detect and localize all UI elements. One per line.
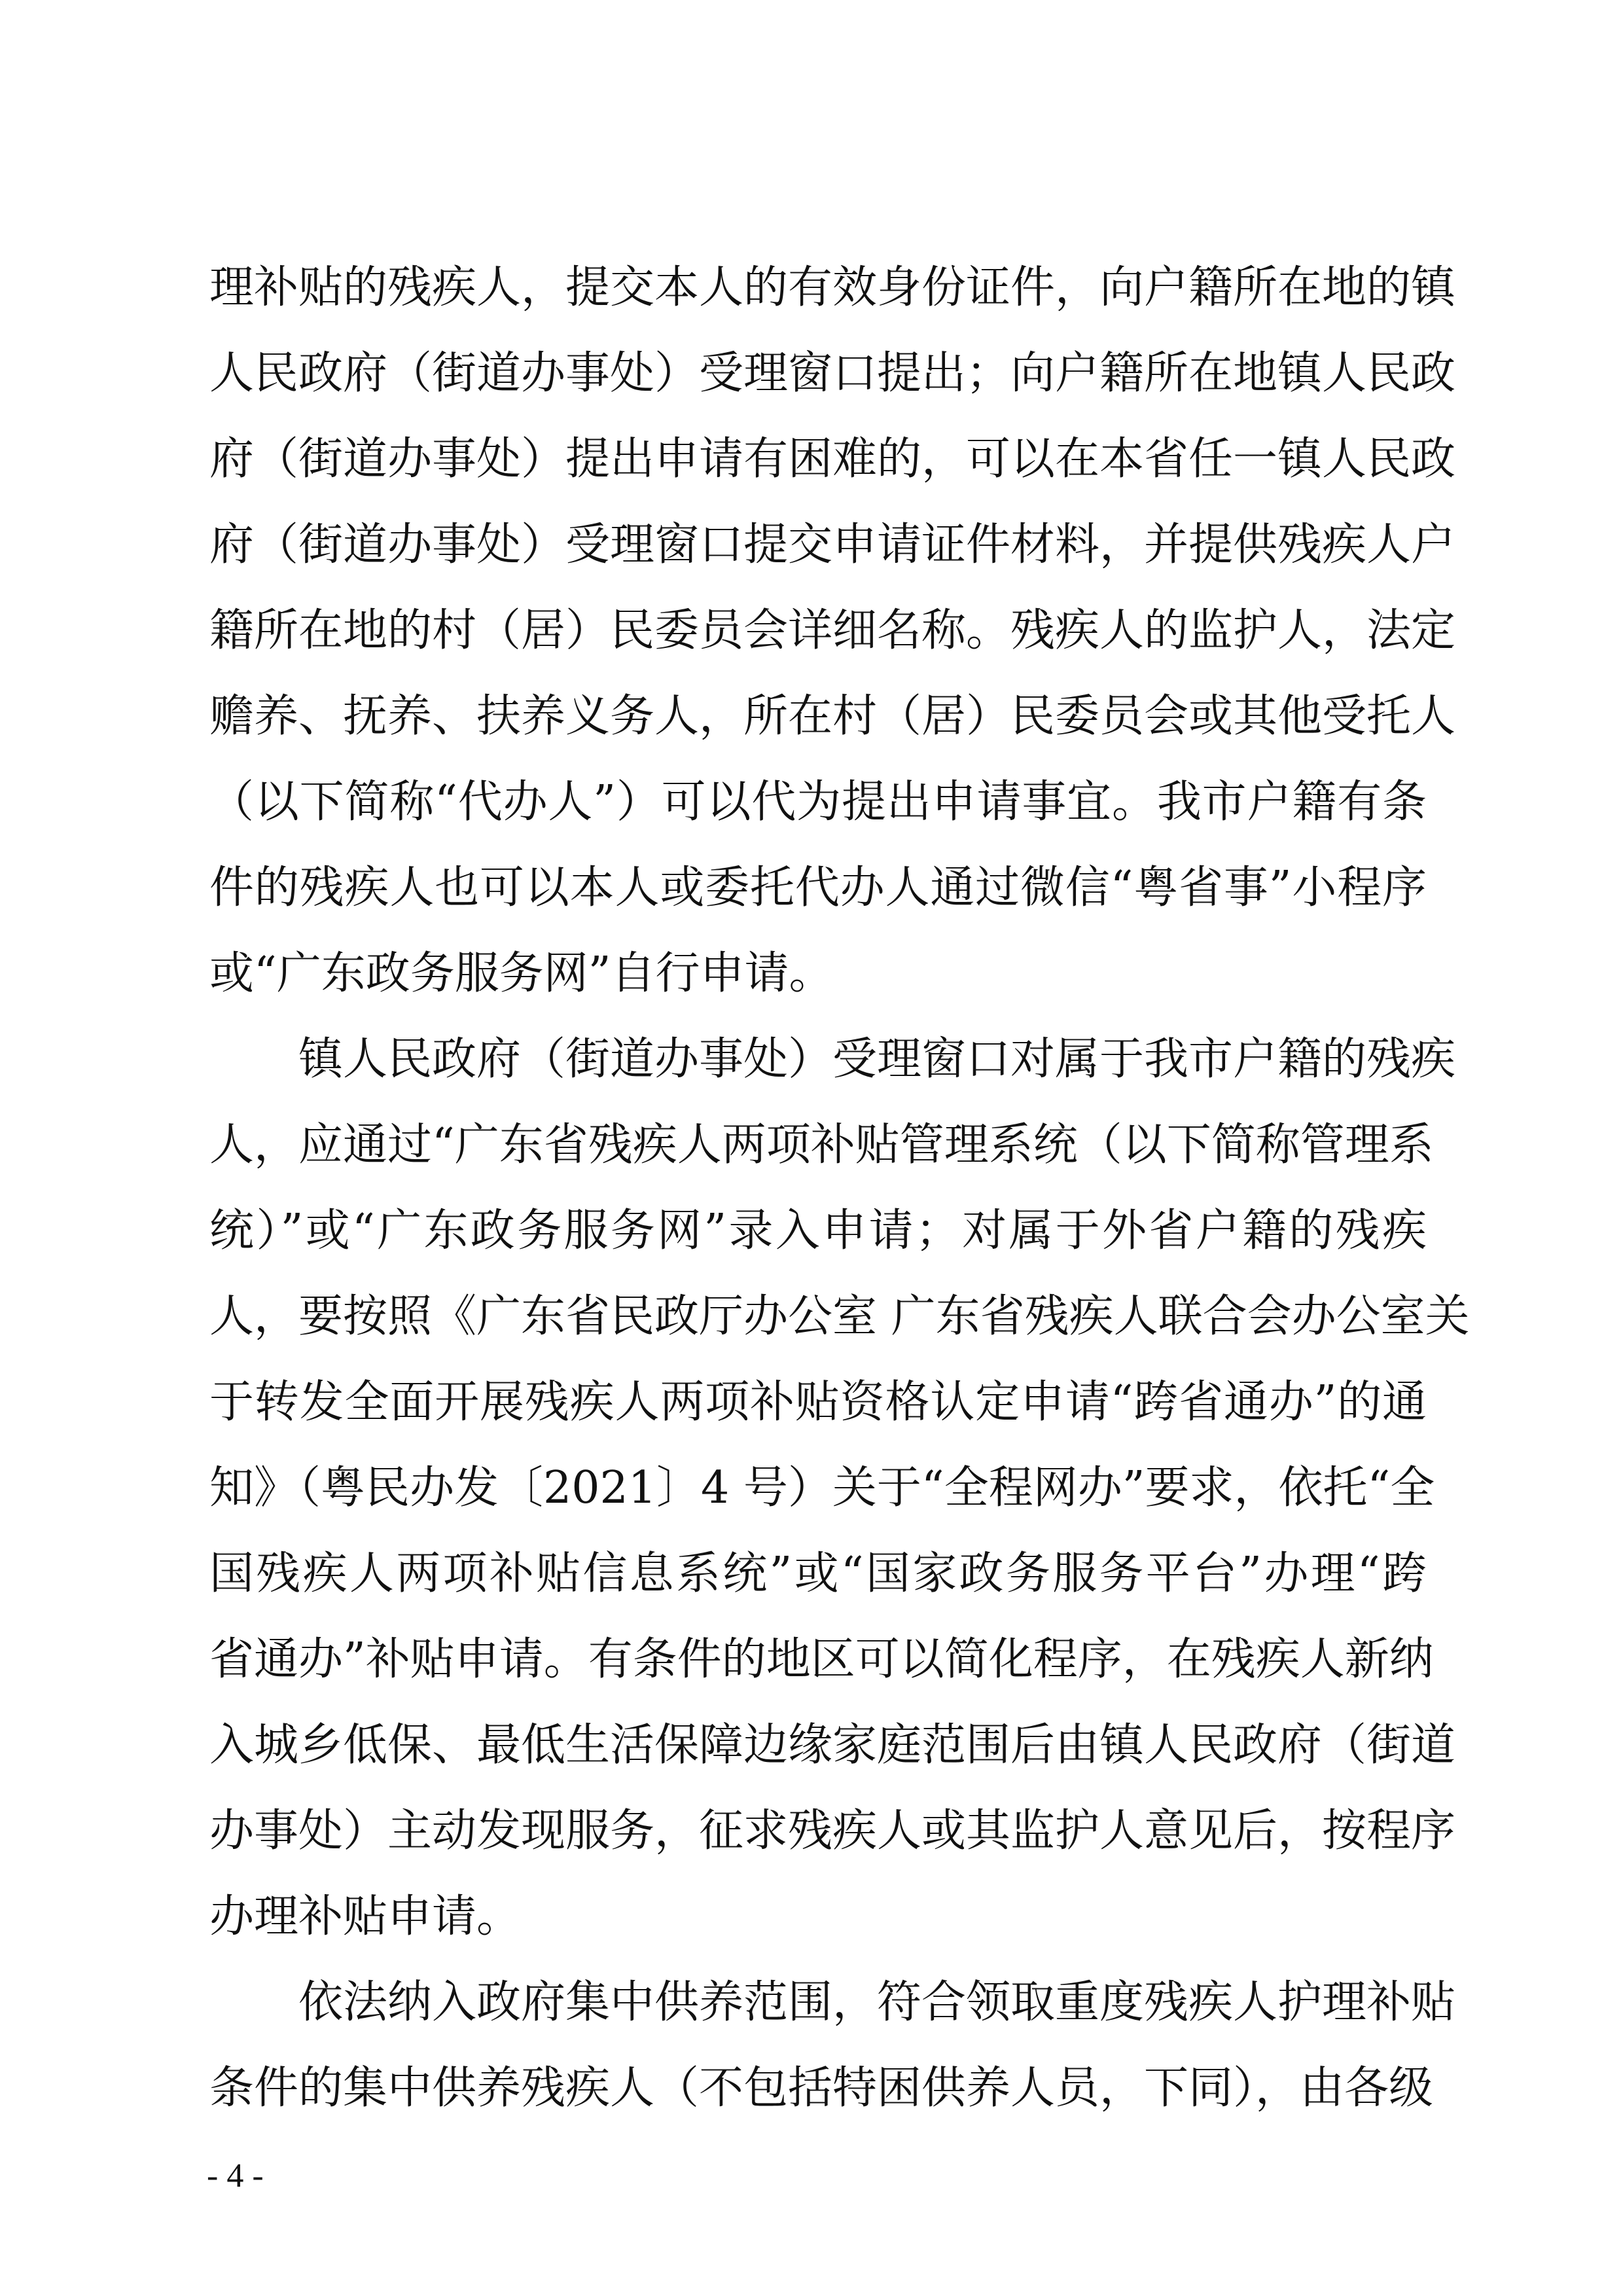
- paragraph-line: 或“广东政务服务网”自行申请。: [209, 948, 834, 999]
- page-number: - 4 -: [207, 2157, 264, 2195]
- paragraph-line: 赡养、抚养、扶养义务人，所在村（居）民委员会或其他受托人: [209, 691, 1456, 742]
- paragraph-line: 入城乡低保、最低生活保障边缘家庭范围后由镇人民政府（街道: [209, 1719, 1456, 1771]
- paragraph-line: 件的残疾人也可以本人或委托代办人通过微信“粤省事”小程序: [209, 862, 1427, 914]
- paragraph-line: 依法纳入政府集中供养范围，符合领取重度残疾人护理补贴: [298, 1977, 1456, 2028]
- paragraph-line: 府（街道办事处）受理窗口提交申请证件材料，并提供残疾人户: [209, 519, 1456, 571]
- paragraph-line: 统）”或“广东政务服务网”录入申请；对属于外省户籍的残疾: [209, 1205, 1427, 1257]
- paragraph-line: 人民政府（街道办事处）受理窗口提出；向户籍所在地镇人民政: [209, 348, 1456, 399]
- paragraph-line: 人，要按照《广东省民政厅办公室 广东省残疾人联合会办公室关: [209, 1291, 1470, 1342]
- paragraph-line: 条件的集中供养残疾人（不包括特困供养人员，下同），由各级: [209, 2062, 1434, 2114]
- paragraph-line: 人，应通过“广东省残疾人两项补贴管理系统（以下简称管理系: [209, 1119, 1434, 1171]
- paragraph-line: 办事处）主动发现服务，征求残疾人或其监护人意见后，按程序: [209, 1805, 1456, 1857]
- paragraph-line: 镇人民政府（街道办事处）受理窗口对属于我市户籍的残疾: [298, 1033, 1456, 1085]
- paragraph-line: 理补贴的残疾人，提交本人的有效身份证件，向户籍所在地的镇: [209, 262, 1456, 314]
- paragraph-line: （以下简称“代办人”）可以代为提出申请事宜。我市户籍有条: [209, 776, 1427, 828]
- paragraph-line: 办理补贴申请。: [209, 1891, 522, 1943]
- paragraph-line: 府（街道办事处）提出申请有困难的，可以在本省任一镇人民政: [209, 433, 1456, 485]
- paragraph-line: 国残疾人两项补贴信息系统”或“国家政务服务平台”办理“跨: [209, 1548, 1427, 1600]
- paragraph-line: 知》（粤民办发〔2021〕4 号）关于“全程网办”要求，依托“全: [209, 1462, 1435, 1514]
- paragraph-line: 于转发全面开展残疾人两项补贴资格认定申请“跨省通办”的通: [209, 1376, 1427, 1428]
- paragraph-line: 籍所在地的村（居）民委员会详细名称。残疾人的监护人，法定: [209, 605, 1456, 656]
- paragraph-line: 省通办”补贴申请。有条件的地区可以简化程序，在残疾人新纳: [209, 1634, 1434, 1685]
